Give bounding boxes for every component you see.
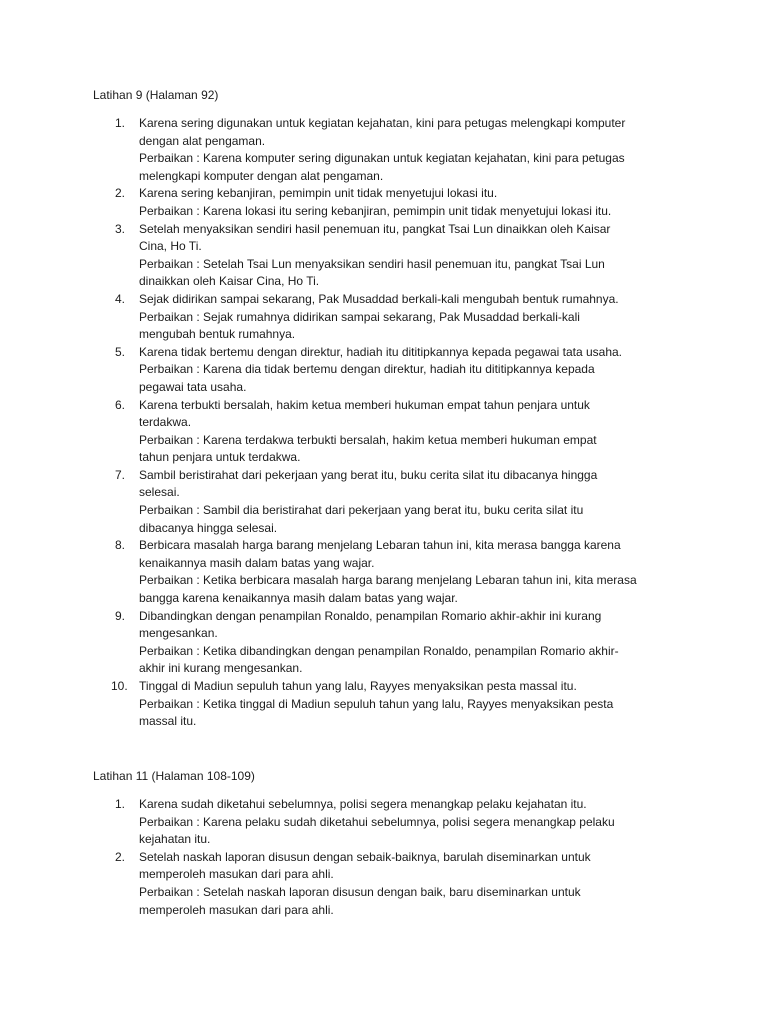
- item-number: 3.: [115, 221, 126, 236]
- correction-line: mengubah bentuk rumahnya.: [139, 327, 296, 342]
- sentence-line: Tinggal di Madiun sepuluh tahun yang lalu, Rayyes menyaksikan pesta massal itu.: [139, 679, 577, 693]
- sentence-line: dengan alat pengaman.: [139, 133, 266, 148]
- item-number: 6.: [115, 397, 126, 412]
- correction-line: dinaikkan oleh Kaisar Cina, Ho Ti.: [139, 274, 320, 289]
- correction-line: melengkapi komputer dengan alat pengaman.: [139, 168, 384, 183]
- exercise-list-latihan-11: [115, 796, 679, 919]
- sentence-line: Cina, Ho Ti.: [139, 239, 202, 254]
- sentence-line: Karena sering digunakan untuk kegiatan kejahatan, kini para petugas melengkapi komputer: [139, 116, 626, 130]
- sentence-line: Setelah naskah laporan disusun dengan sebaik-baiknya, barulah diseminarkan untuk: [139, 849, 591, 864]
- item-number: 4.: [115, 291, 126, 306]
- list-item: [115, 796, 679, 849]
- sentence-line: selesai.: [139, 485, 180, 500]
- correction-line: Perbaikan : Setelah naskah laporan disusun dengan baik, baru diseminarkan untuk: [139, 884, 581, 899]
- sentence-line: Sambil beristirahat dari pekerjaan yang berat itu, buku cerita silat itu dibacanya hingga: [139, 467, 598, 482]
- list-item: [115, 185, 679, 220]
- item-number: 2.: [115, 186, 126, 201]
- sentence-line: Setelah menyaksikan sendiri hasil penemuan itu, pangkat Tsai Lun dinaikkan oleh Kaisar: [139, 221, 611, 236]
- item-number: 9.: [115, 608, 126, 623]
- correction-line: memperoleh masukan dari para ahli.: [139, 902, 334, 917]
- item-number: 8.: [115, 538, 126, 553]
- sentence-line: Karena terbukti bersalah, hakim ketua memberi hukuman empat tahun penjara untuk: [139, 397, 590, 412]
- correction-line: Perbaikan : Ketika berbicara masalah harga barang menjelang Lebaran tahun ini, kita merasa: [139, 573, 637, 588]
- list-item: [115, 221, 679, 291]
- list-item: [115, 849, 679, 919]
- correction-line: dibacanya hingga selesai.: [139, 520, 278, 535]
- list-item: [115, 115, 679, 185]
- correction-line: Perbaikan : Setelah Tsai Lun menyaksikan sendiri hasil penemuan itu, pangkat Tsai Lun: [139, 256, 605, 271]
- sentence-line: Sejak didirikan sampai sekarang, Pak Musaddad berkali-kali mengubah bentuk rumahnya.: [139, 291, 619, 306]
- item-number: 10.: [111, 679, 128, 693]
- list-item: [115, 344, 679, 397]
- section-heading-latihan-11: Latihan 11 (Halaman 108-109): [93, 769, 255, 783]
- section-heading-latihan-9: Latihan 9 (Halaman 92): [93, 88, 219, 102]
- sentence-line: memperoleh masukan dari para ahli.: [139, 867, 334, 882]
- correction-line: Perbaikan : Karena pelaku sudah diketahui sebelumnya, polisi segera menangkap pelaku: [139, 814, 615, 829]
- sentence-line: mengesankan.: [139, 626, 218, 641]
- item-number: 7.: [115, 467, 126, 482]
- correction-line: Perbaikan : Karena terdakwa terbukti bersalah, hakim ketua memberi hukuman empat: [139, 432, 597, 447]
- sentence-line: Karena sering kebanjiran, pemimpin unit tidak menyetujui lokasi itu.: [139, 186, 498, 201]
- correction-line: kejahatan itu.: [139, 832, 211, 847]
- list-item: [115, 467, 679, 537]
- correction-line: bangga karena kenaikannya masih dalam batas yang wajar.: [139, 591, 458, 606]
- exercise-list-latihan-9: [111, 115, 679, 731]
- correction-line: massal itu.: [139, 714, 197, 729]
- correction-line: pegawai tata usaha.: [139, 379, 247, 394]
- list-item: [115, 397, 679, 467]
- correction-line: tahun penjara untuk terdakwa.: [139, 450, 301, 465]
- sentence-line: Berbicara masalah harga barang menjelang Lebaran tahun ini, kita merasa bangga karena: [139, 538, 621, 553]
- item-number: 2.: [115, 849, 126, 864]
- correction-line: Perbaikan : Karena dia tidak bertemu dengan direktur, hadiah itu dititipkannya kepada: [139, 362, 595, 377]
- sentence-line: Karena sudah diketahui sebelumnya, polisi segera menangkap pelaku kejahatan itu.: [139, 797, 587, 811]
- correction-line: Perbaikan : Ketika tinggal di Madiun sepuluh tahun yang lalu, Rayyes menyaksikan pesta: [139, 696, 614, 711]
- list-item: [111, 678, 679, 731]
- sentence-line: Dibandingkan dengan penampilan Ronaldo, penampilan Romario akhir-akhir ini kurang: [139, 608, 602, 623]
- sentence-line: Karena tidak bertemu dengan direktur, hadiah itu dititipkannya kepada pegawai tata usaha.: [139, 344, 622, 359]
- sentence-line: terdakwa.: [139, 415, 192, 430]
- list-item: [115, 537, 679, 607]
- item-number: 5.: [115, 344, 126, 359]
- correction-line: Perbaikan : Sejak rumahnya didirikan sampai sekarang, Pak Musaddad berkali-kali: [139, 309, 580, 324]
- list-item: [115, 291, 679, 344]
- item-number: 1.: [115, 797, 126, 811]
- sentence-line: kenaikannya masih dalam batas yang wajar.: [139, 555, 375, 570]
- item-number: 1.: [115, 116, 126, 130]
- correction-line: akhir ini kurang mengesankan.: [139, 661, 303, 676]
- correction-line: Perbaikan : Ketika dibandingkan dengan penampilan Ronaldo, penampilan Romario akhir-: [139, 643, 619, 658]
- list-item: [115, 608, 679, 678]
- correction-line: Perbaikan : Karena lokasi itu sering kebanjiran, pemimpin unit tidak menyetujui lokasi itu.: [139, 203, 612, 218]
- correction-line: Perbaikan : Karena komputer sering digunakan untuk kegiatan kejahatan, kini para petugas: [139, 151, 625, 166]
- correction-line: Perbaikan : Sambil dia beristirahat dari pekerjaan yang berat itu, buku cerita silat itu: [139, 503, 584, 518]
